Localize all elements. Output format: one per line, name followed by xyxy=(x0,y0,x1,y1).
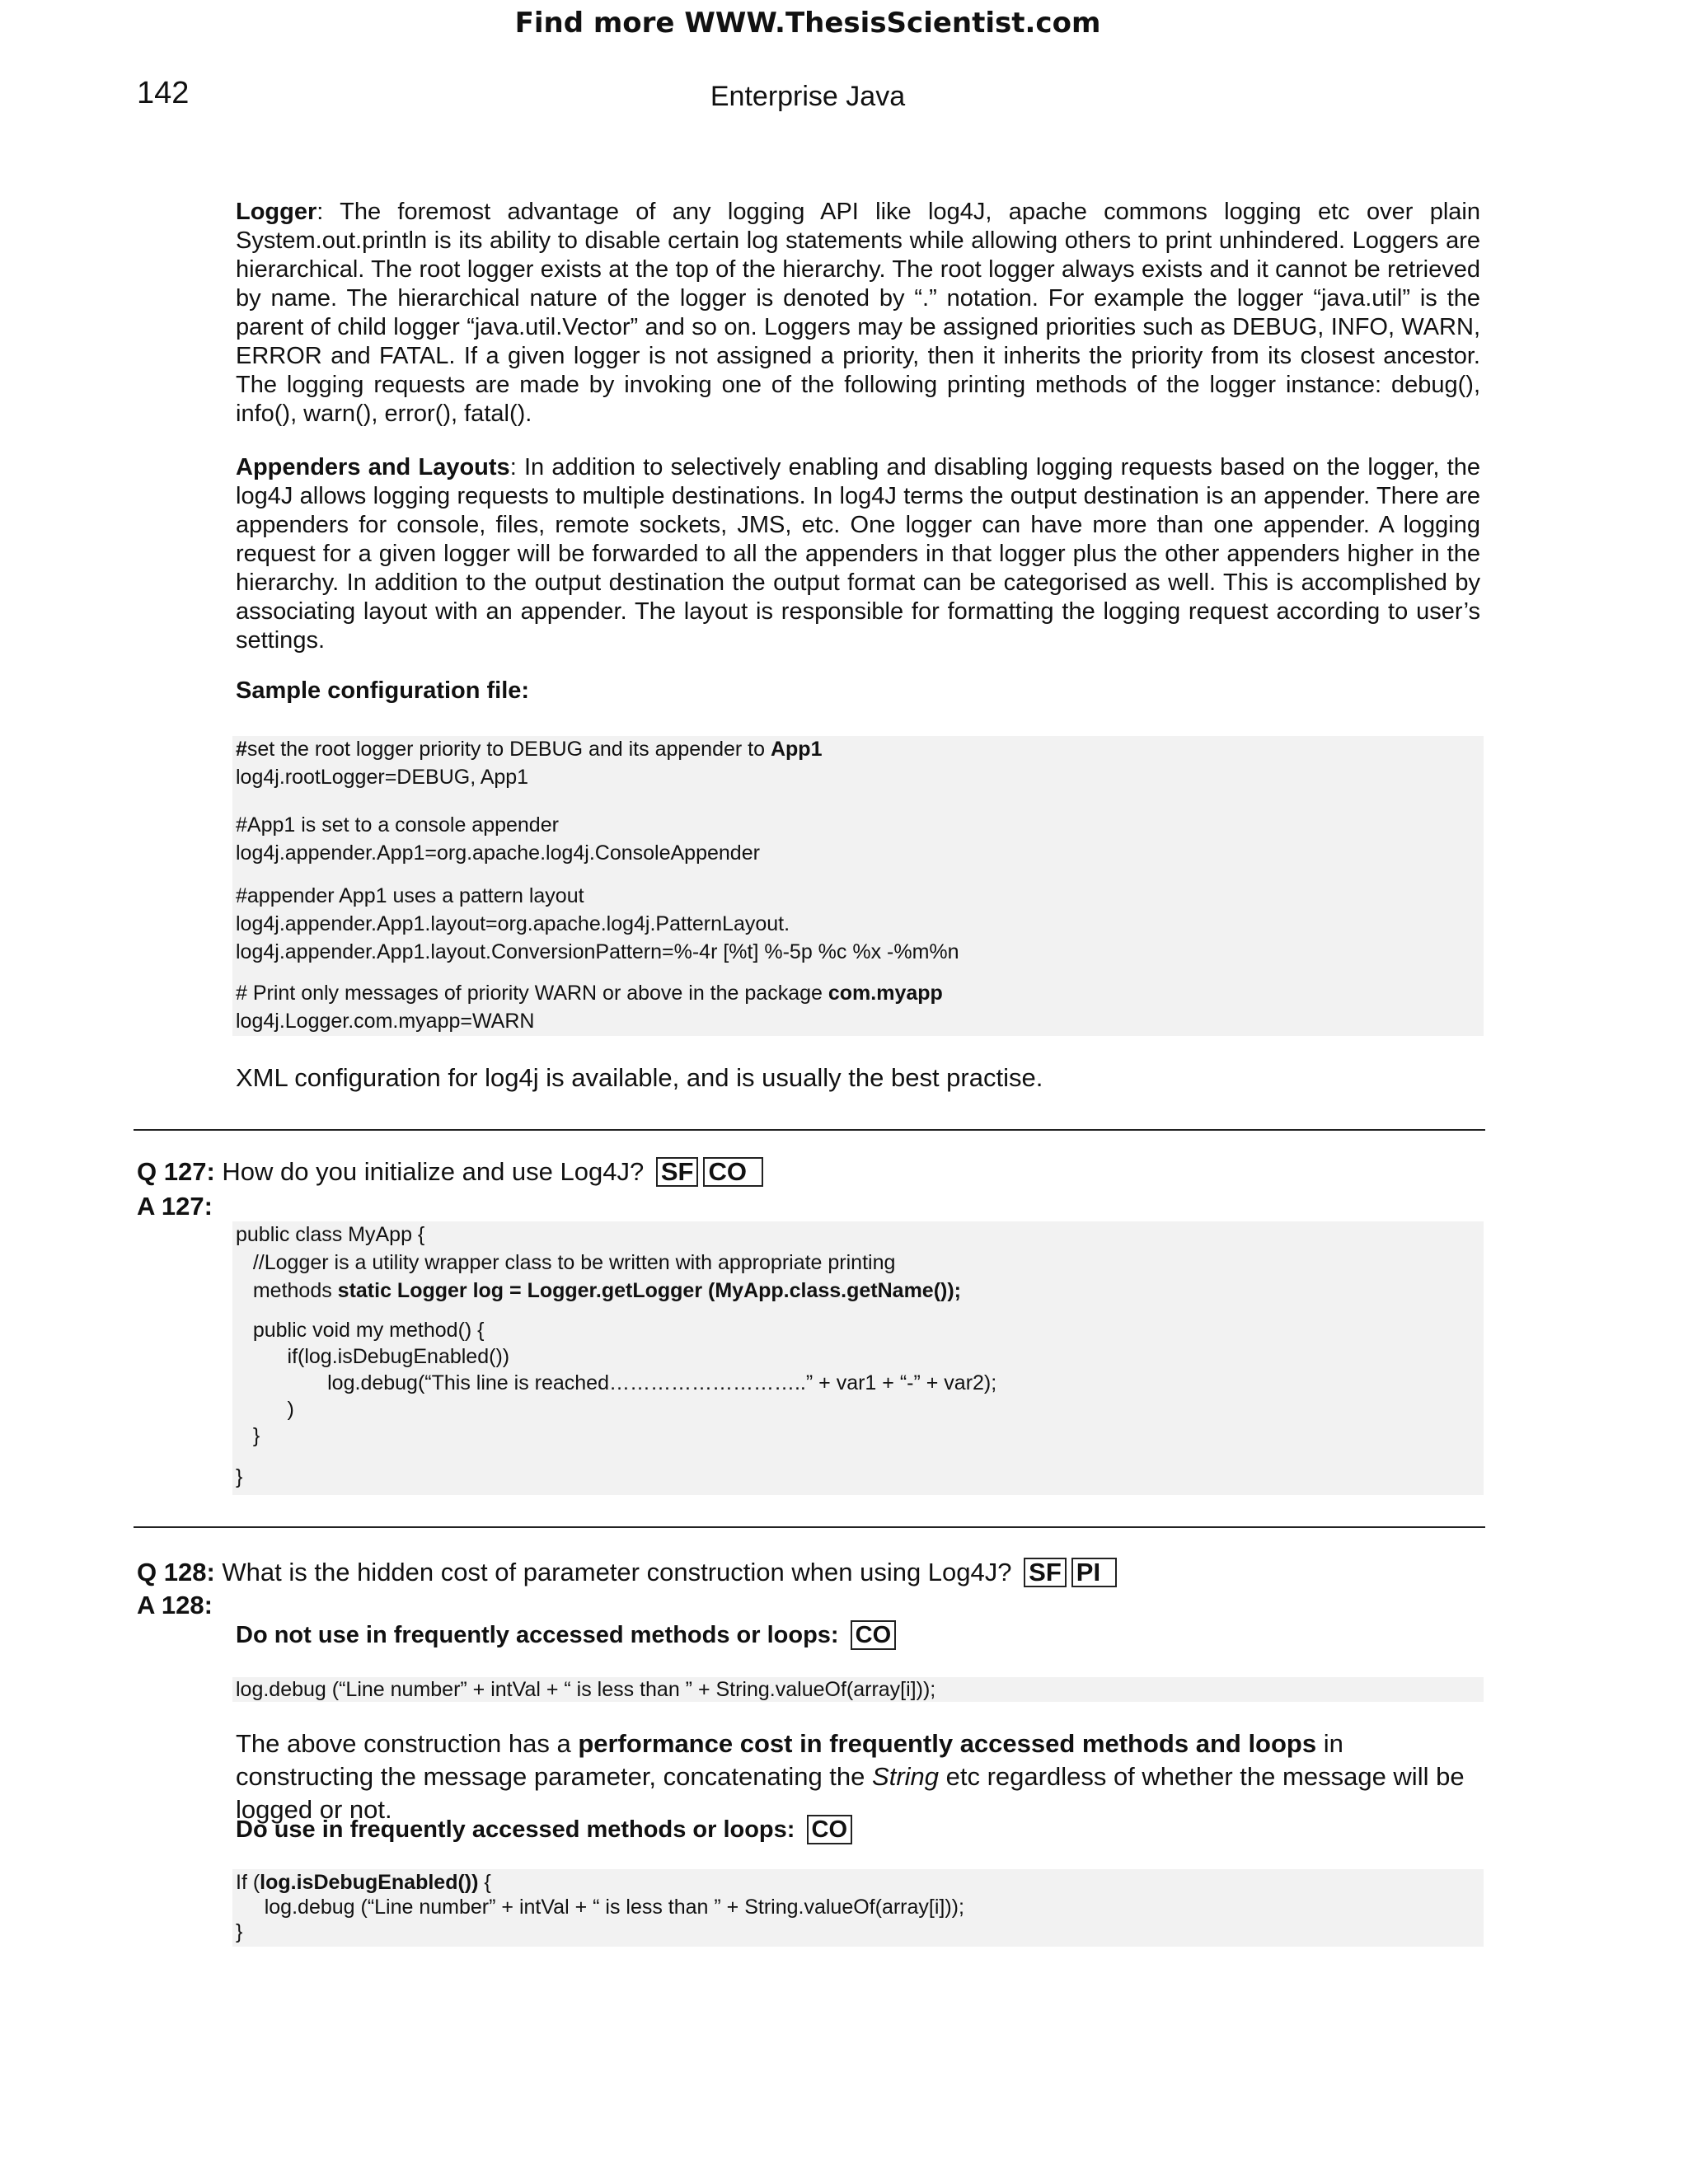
q127-code-line-3: methods static Logger log = Logger.getLogger (MyApp.class.getName()); xyxy=(236,1279,962,1302)
q127-code-line-8: } xyxy=(236,1424,260,1447)
tag-co: CO xyxy=(807,1815,853,1844)
dont-use-code-block xyxy=(232,1677,1484,1702)
do-use-code-line-2: log.debug (“Line number” + intVal + “ is less than ” + String.valueOf(array[i])); xyxy=(236,1896,964,1919)
config-line-7: log4j.appender.App1.layout.ConversionPattern=%-4r [%t] %-5p %c %x -%m%n xyxy=(236,940,959,963)
appenders-term: Appenders and Layouts xyxy=(236,454,510,480)
config-line-5: #appender App1 uses a pattern layout xyxy=(236,884,584,907)
answer-127-label: A 127: xyxy=(137,1192,213,1221)
q127-code-line-1: public class MyApp { xyxy=(236,1223,425,1246)
appenders-text: : In addition to selectively enabling and disabling logging requests based on the logger, the log4J allows logging requests to multiple destinations. In log4J terms the output destination is an appender. There are appenders for console, files, remote sockets, JMS, etc. One logger can have more than one appender. A logging request for a given logger will be forwarded to all the appenders in that logger plus the other appenders higher in the hierarchy. In addition to the output destination the output format can be categorised as well. This is accomplished by associating layout with an appender. The layout is responsible for formatting the logging request according to user’s settings. xyxy=(236,454,1480,654)
config-line-2: log4j.rootLogger=DEBUG, App1 xyxy=(236,766,529,789)
tag-sf: SF xyxy=(656,1157,699,1187)
q127-code-line-4: public void my method() { xyxy=(236,1319,485,1342)
config-line-6: log4j.appender.App1.layout=org.apache.log4j.PatternLayout. xyxy=(236,912,790,935)
tag-pi: PI xyxy=(1071,1558,1117,1587)
q127-code-line-2: //Logger is a utility wrapper class to be written with appropriate printing xyxy=(236,1251,896,1274)
q127-code-block xyxy=(232,1221,1484,1495)
config-line-1: #set the root logger priority to DEBUG and its appender to App1 xyxy=(236,738,823,761)
page-number: 142 xyxy=(137,76,190,110)
do-use-code-line-1: If (log.isDebugEnabled()) { xyxy=(236,1871,491,1894)
tag-sf: SF xyxy=(1024,1558,1067,1587)
q127-code-line-5: if(log.isDebugEnabled()) xyxy=(236,1345,510,1368)
performance-explanation: The above construction has a performance cost in frequently accessed methods and loops in constructing the message parameter, concatenating the String etc regardless of whether the message will be logged or not. xyxy=(236,1729,1465,1824)
running-title: Enterprise Java xyxy=(710,81,906,112)
config-line-4: log4j.appender.App1=org.apache.log4j.ConsoleAppender xyxy=(236,841,760,865)
do-use-code-line-3: } xyxy=(236,1920,243,1943)
answer-128-label: A 128: xyxy=(137,1591,213,1619)
xml-note: XML configuration for log4j is available, and is usually the best practise. xyxy=(236,1063,1043,1092)
appenders-paragraph xyxy=(236,453,1480,655)
do-use-code-block xyxy=(232,1869,1484,1947)
tag-co: CO xyxy=(703,1157,763,1187)
dont-use-code-line: log.debug (“Line number” + intVal + “ is less than ” + String.valueOf(array[i])); xyxy=(236,1678,936,1701)
source-banner: Find more WWW.ThesisScientist.com xyxy=(514,7,1101,40)
question-127: Q 127: How do you initialize and use Log4J? SF CO xyxy=(137,1157,763,1187)
divider-rule xyxy=(134,1526,1485,1528)
config-code-block xyxy=(232,736,1484,1036)
q127-code-line-9: } xyxy=(236,1465,243,1488)
dont-use-heading: Do not use in frequently accessed methods or loops: CO xyxy=(236,1620,896,1650)
logger-paragraph xyxy=(236,198,1480,429)
divider-rule xyxy=(134,1129,1485,1131)
sample-config-heading: Sample configuration file: xyxy=(236,677,530,704)
q127-code-line-6: log.debug(“This line is reached………………………..” + var1 + “-” + var2); xyxy=(236,1371,997,1394)
logger-term: Logger xyxy=(236,199,317,225)
logger-text: : The foremost advantage of any logging API like log4J, apache commons logging etc over plain System.out.println is its ability to disable certain log statements while allowing others to print unhindered. Loggers are hierarchical. The root logger exists at the top of the hierarchy. The root logger always exists and it cannot be retrieved by name. The hierarchical nature of the logger is denoted by “.” notation. For example the logger “java.util” is the parent of child logger “java.util.Vector” and so on. Loggers may be assigned priorities such as DEBUG, INFO, WARN, ERROR and FATAL. If a given logger is not assigned a priority, then it inherits the priority from its closest ancestor. The logging requests are made by invoking one of the following printing methods of the logger instance: debug(), info(), warn(), error(), fatal(). xyxy=(236,199,1480,427)
config-line-9: log4j.Logger.com.myapp=WARN xyxy=(236,1010,535,1033)
tag-co: CO xyxy=(851,1620,897,1650)
do-use-heading: Do use in frequently accessed methods or loops: CO xyxy=(236,1815,852,1844)
config-line-8: # Print only messages of priority WARN or above in the package com.myapp xyxy=(236,982,943,1005)
config-line-3: #App1 is set to a console appender xyxy=(236,813,559,837)
question-128: Q 128: What is the hidden cost of parameter construction when using Log4J? SF PI xyxy=(137,1558,1117,1587)
q127-code-line-7: ) xyxy=(236,1398,294,1421)
